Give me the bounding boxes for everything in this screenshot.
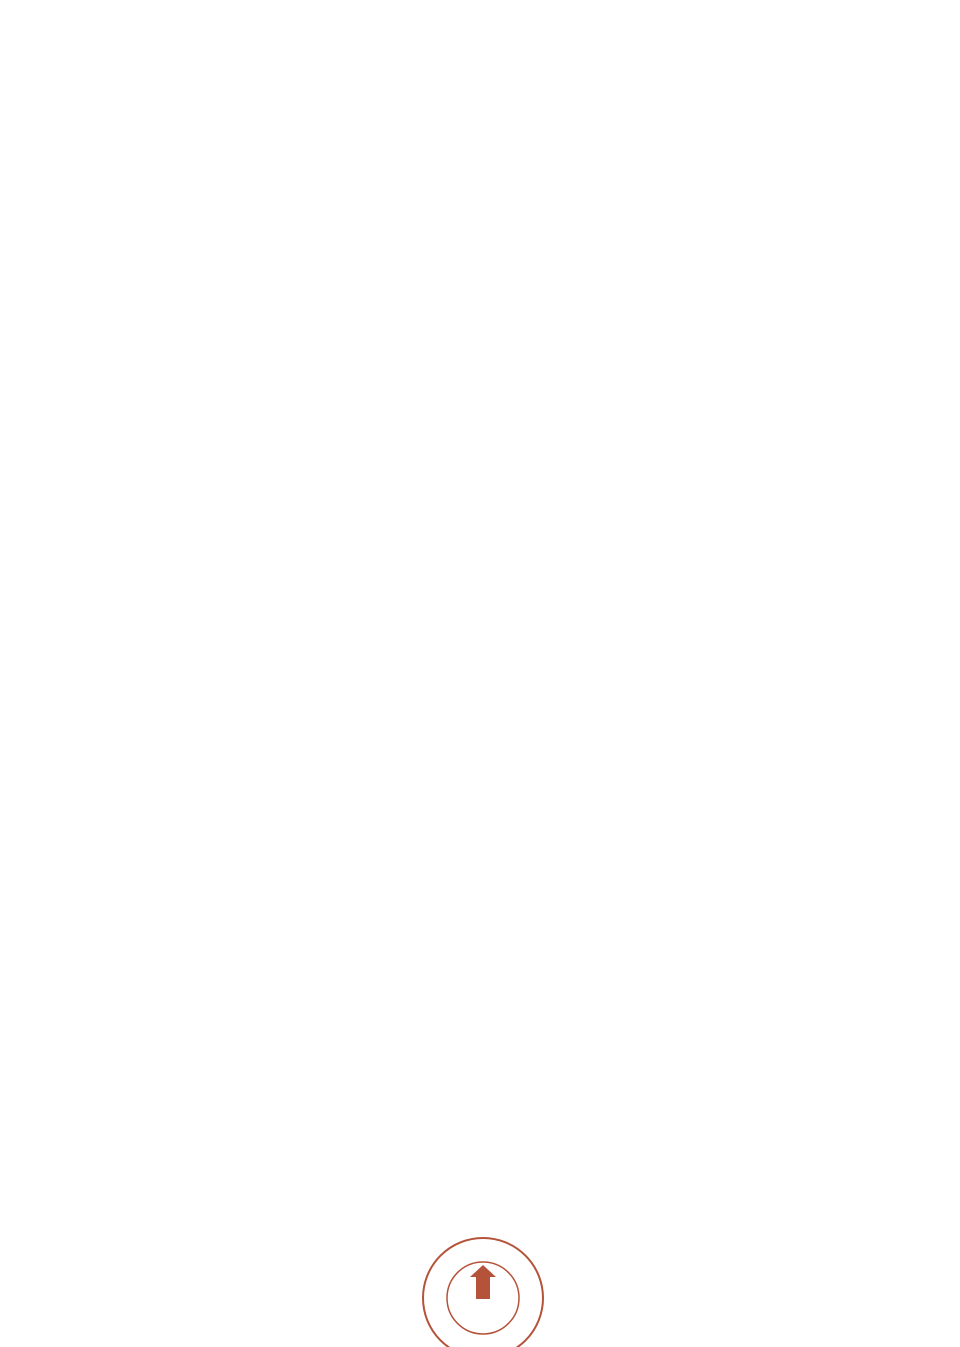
institution-logo-seal — [418, 1233, 548, 1347]
